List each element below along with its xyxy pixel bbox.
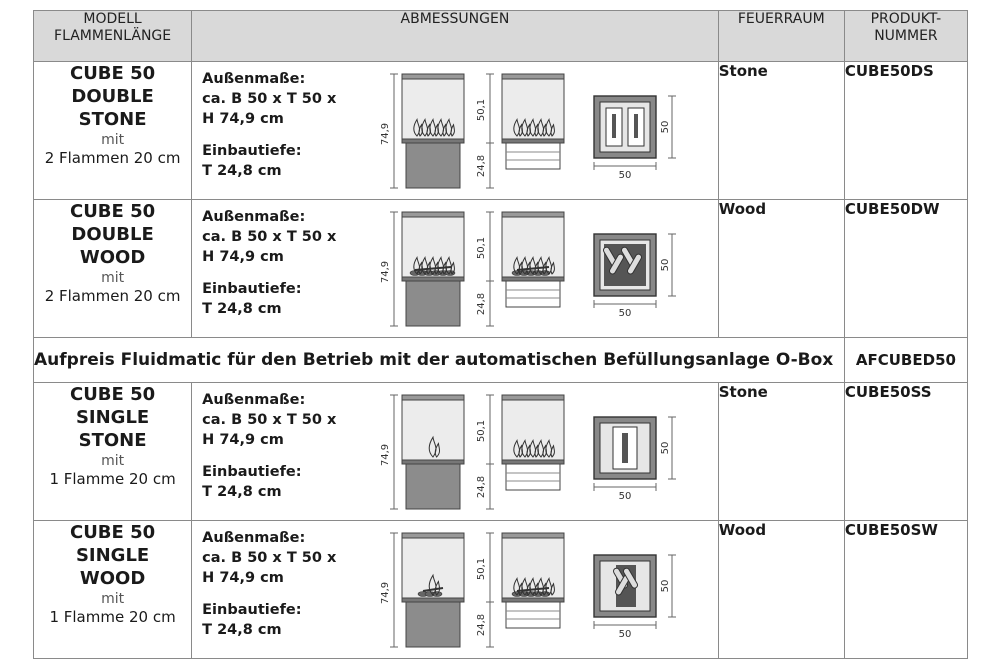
- outer-dimensions-line2: H 74,9 cm: [202, 249, 284, 265]
- height-label: 74,9: [380, 260, 392, 284]
- flame-length: 1 Flamme 20 cm: [49, 608, 176, 626]
- install-depth-value: T 24,8 cm: [202, 163, 282, 179]
- outer-dimensions-title: Außenmaße:: [202, 71, 306, 87]
- height-label: 74,9: [380, 581, 392, 605]
- install-depth-value: T 24,8 cm: [202, 301, 282, 317]
- table-header-row: [34, 11, 968, 62]
- product-number-cell: CUBE50DW: [844, 200, 967, 338]
- outer-dimensions-line2: H 74,9 cm: [202, 111, 284, 127]
- install-depth-value: T 24,8 cm: [202, 622, 282, 638]
- product-spec-table: [33, 10, 968, 659]
- install-depth-title: Einbautiefe:: [202, 281, 302, 297]
- product-number-cell: CUBE50SS: [844, 383, 967, 521]
- svg-text:50,1: 50,1: [476, 98, 488, 122]
- model-cell: [34, 521, 192, 659]
- product-number-cell: CUBE50DS: [844, 62, 967, 200]
- svg-text:50: 50: [660, 441, 672, 455]
- dimensions-cell: [192, 200, 719, 338]
- svg-text:50: 50: [618, 170, 632, 181]
- model-cell: [34, 200, 192, 338]
- dimensions-text: [202, 528, 336, 640]
- firebox-cell: Stone: [718, 62, 844, 200]
- technical-drawing: [372, 206, 712, 332]
- outer-dimensions-line1: ca. B 50 x T 50 x: [202, 412, 337, 428]
- firebox-cell: Wood: [718, 521, 844, 659]
- svg-text:50: 50: [660, 258, 672, 272]
- outer-dimensions-line2: H 74,9 cm: [202, 432, 284, 448]
- dimensions-cell: [192, 62, 719, 200]
- dimensions-text: [202, 390, 336, 502]
- header-model: MODELL FLAMMENLÄNGE: [34, 11, 192, 62]
- install-depth-title: Einbautiefe:: [202, 464, 302, 480]
- svg-text:24,8: 24,8: [476, 154, 488, 178]
- outer-dimensions-line2: H 74,9 cm: [202, 570, 284, 586]
- svg-text:50,1: 50,1: [476, 419, 488, 443]
- svg-text:24,8: 24,8: [476, 613, 488, 637]
- table-row: [34, 62, 968, 200]
- model-name: CUBE 50 DOUBLE WOOD: [69, 201, 156, 268]
- model-with-label: mit: [101, 270, 125, 286]
- height-label: 74,9: [380, 443, 392, 467]
- install-depth-value: T 24,8 cm: [202, 484, 282, 500]
- model-with-label: mit: [101, 591, 125, 607]
- svg-text:50: 50: [618, 491, 632, 502]
- technical-drawing: [372, 389, 712, 515]
- firebox-cell: Stone: [718, 383, 844, 521]
- flame-length: 2 Flammen 20 cm: [44, 287, 181, 305]
- svg-text:50: 50: [618, 629, 632, 640]
- table-row: [34, 521, 968, 659]
- header-firebox: FEUERRAUM: [718, 11, 844, 62]
- outer-dimensions-title: Außenmaße:: [202, 392, 306, 408]
- flame-length: 2 Flammen 20 cm: [44, 149, 181, 167]
- dimensions-cell: [192, 383, 719, 521]
- dimensions-text: [202, 69, 336, 181]
- model-cell: [34, 383, 192, 521]
- svg-text:50: 50: [660, 120, 672, 134]
- model-name: CUBE 50 SINGLE STONE: [69, 384, 156, 451]
- install-depth-title: Einbautiefe:: [202, 602, 302, 618]
- outer-dimensions-line1: ca. B 50 x T 50 x: [202, 229, 337, 245]
- svg-text:50,1: 50,1: [476, 557, 488, 581]
- table-row: [34, 200, 968, 338]
- outer-dimensions-title: Außenmaße:: [202, 209, 306, 225]
- svg-text:50: 50: [660, 579, 672, 593]
- model-name: CUBE 50 DOUBLE STONE: [69, 63, 156, 130]
- outer-dimensions-line1: ca. B 50 x T 50 x: [202, 550, 337, 566]
- svg-text:24,8: 24,8: [476, 292, 488, 316]
- model-with-label: mit: [101, 132, 125, 148]
- technical-drawing: [372, 527, 712, 653]
- model-cell: [34, 62, 192, 200]
- model-name: CUBE 50 SINGLE WOOD: [69, 522, 156, 589]
- surcharge-description: Aufpreis Fluidmatic für den Betrieb mit der automatischen Befüllungsanlage O-Box: [34, 338, 845, 383]
- svg-text:24,8: 24,8: [476, 475, 488, 499]
- dimensions-text: [202, 207, 336, 319]
- flame-length: 1 Flamme 20 cm: [49, 470, 176, 488]
- surcharge-row: [34, 338, 968, 383]
- product-number-cell: CUBE50SW: [844, 521, 967, 659]
- surcharge-product-number: AFCUBED50: [844, 338, 967, 383]
- model-with-label: mit: [101, 453, 125, 469]
- install-depth-title: Einbautiefe:: [202, 143, 302, 159]
- svg-text:50,1: 50,1: [476, 236, 488, 260]
- svg-text:50: 50: [618, 308, 632, 319]
- table-row: [34, 383, 968, 521]
- outer-dimensions-line1: ca. B 50 x T 50 x: [202, 91, 337, 107]
- dimensions-cell: [192, 521, 719, 659]
- technical-drawing: [372, 68, 712, 194]
- header-dimensions: ABMESSUNGEN: [192, 11, 719, 62]
- header-product-number: PRODUKT- NUMMER: [844, 11, 967, 62]
- outer-dimensions-title: Außenmaße:: [202, 530, 306, 546]
- height-label: 74,9: [380, 122, 392, 146]
- firebox-cell: Wood: [718, 200, 844, 338]
